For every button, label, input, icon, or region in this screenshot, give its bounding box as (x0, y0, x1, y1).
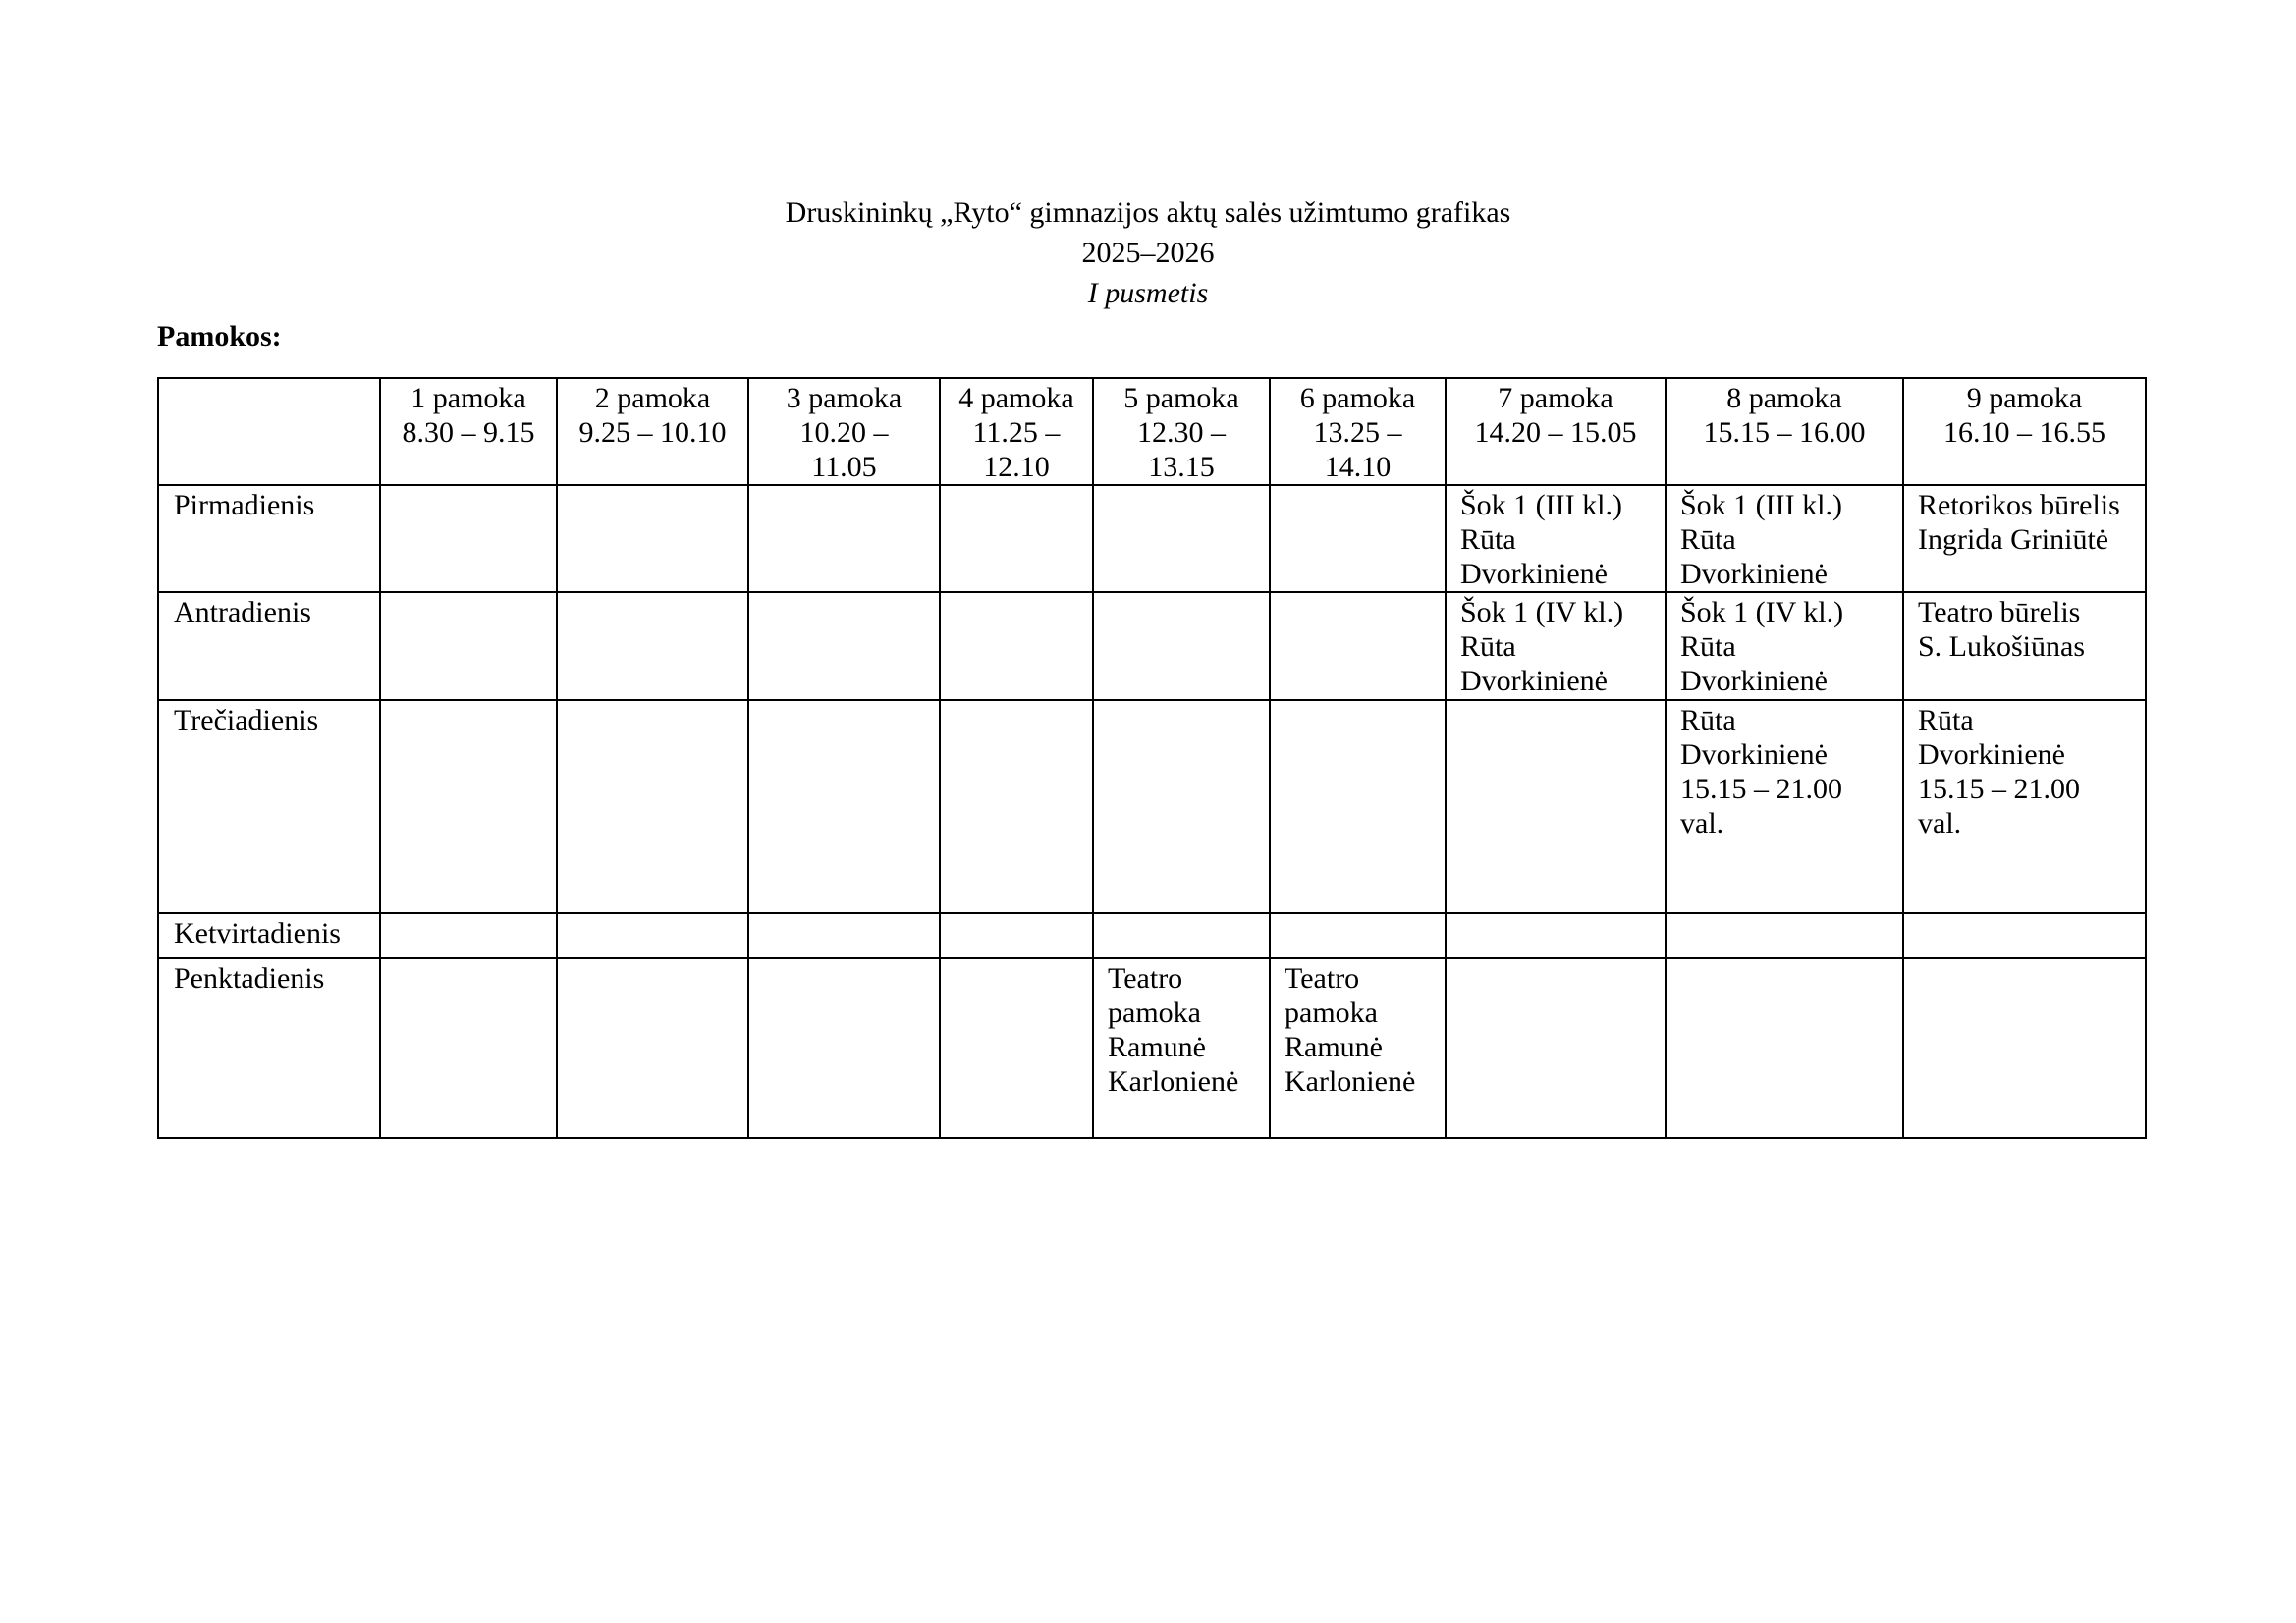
table-row (158, 958, 2146, 1138)
school-years: 2025–2026 (1081, 237, 1215, 269)
schedule-cell: Šok 1 (III kl.) Rūta Dvorkinienė (1666, 485, 1903, 592)
day-cell: Trečiadienis (158, 700, 380, 913)
schedule-cell (1446, 700, 1666, 913)
schedule-cell (1270, 700, 1446, 913)
schedule-cell (1270, 485, 1446, 592)
document-title: Druskininkų „Ryto“ gimnazijos aktų salės užimtumo grafikas (785, 196, 1511, 229)
period-header: 7 pamoka 14.20 – 15.05 (1446, 378, 1666, 485)
schedule-cell (1093, 913, 1270, 958)
schedule-cell: Šok 1 (III kl.) Rūta Dvorkinienė (1446, 485, 1666, 592)
schedule-cell (380, 700, 557, 913)
schedule-table (157, 377, 2147, 1139)
schedule-cell (1666, 958, 1903, 1138)
period-header: 4 pamoka 11.25 – 12.10 (940, 378, 1093, 485)
schedule-cell (1093, 700, 1270, 913)
schedule-cell (380, 958, 557, 1138)
schedule-cell (748, 592, 940, 700)
schedule-cell (557, 700, 748, 913)
schedule-cell (748, 958, 940, 1138)
day-cell: Ketvirtadienis (158, 913, 380, 958)
corner-cell (158, 378, 380, 485)
schedule-cell (557, 913, 748, 958)
schedule-cell: Rūta Dvorkinienė 15.15 – 21.00 val. (1666, 700, 1903, 913)
schedule-cell (940, 913, 1093, 958)
schedule-cell (1093, 592, 1270, 700)
period-header: 9 pamoka 16.10 – 16.55 (1903, 378, 2146, 485)
term-label: I pusmetis (1087, 277, 1209, 309)
schedule-cell (557, 485, 748, 592)
schedule-cell (1446, 913, 1666, 958)
day-cell: Antradienis (158, 592, 380, 700)
section-label: Pamokos: (157, 320, 282, 352)
period-header: 8 pamoka 15.15 – 16.00 (1666, 378, 1903, 485)
period-header: 2 pamoka 9.25 – 10.10 (557, 378, 748, 485)
schedule-cell (1903, 913, 2146, 958)
schedule-cell (1270, 913, 1446, 958)
schedule-cell (1093, 485, 1270, 592)
schedule-cell (940, 958, 1093, 1138)
schedule-cell (1270, 592, 1446, 700)
schedule-cell (748, 913, 940, 958)
table-row (158, 700, 2146, 913)
schedule-cell (380, 913, 557, 958)
period-header: 6 pamoka 13.25 – 14.10 (1270, 378, 1446, 485)
period-header: 5 pamoka 12.30 – 13.15 (1093, 378, 1270, 485)
schedule-cell (940, 700, 1093, 913)
schedule-cell: Teatro pamoka Ramunė Karlonienė (1093, 958, 1270, 1138)
schedule-cell: Retorikos būrelis Ingrida Griniūtė (1903, 485, 2146, 592)
schedule-cell (940, 485, 1093, 592)
table-row (158, 485, 2146, 592)
schedule-cell: Rūta Dvorkinienė 15.15 – 21.00 val. (1903, 700, 2146, 913)
schedule-cell (940, 592, 1093, 700)
schedule-cell (1666, 913, 1903, 958)
schedule-cell (1446, 958, 1666, 1138)
schedule-cell (557, 958, 748, 1138)
schedule-cell (557, 592, 748, 700)
period-header: 1 pamoka 8.30 – 9.15 (380, 378, 557, 485)
schedule-cell (748, 485, 940, 592)
schedule-cell (1903, 958, 2146, 1138)
day-cell: Pirmadienis (158, 485, 380, 592)
schedule-cell (380, 592, 557, 700)
day-cell: Penktadienis (158, 958, 380, 1138)
period-header: 3 pamoka 10.20 – 11.05 (748, 378, 940, 485)
schedule-cell: Teatro pamoka Ramunė Karlonienė (1270, 958, 1446, 1138)
table-row (158, 913, 2146, 958)
table-row (158, 592, 2146, 700)
document-heading (0, 192, 2296, 313)
schedule-cell (380, 485, 557, 592)
schedule-cell: Teatro būrelis S. Lukošiūnas (1903, 592, 2146, 700)
schedule-cell: Šok 1 (IV kl.) Rūta Dvorkinienė (1666, 592, 1903, 700)
header-row (158, 378, 2146, 485)
schedule-cell (748, 700, 940, 913)
schedule-cell: Šok 1 (IV kl.) Rūta Dvorkinienė (1446, 592, 1666, 700)
